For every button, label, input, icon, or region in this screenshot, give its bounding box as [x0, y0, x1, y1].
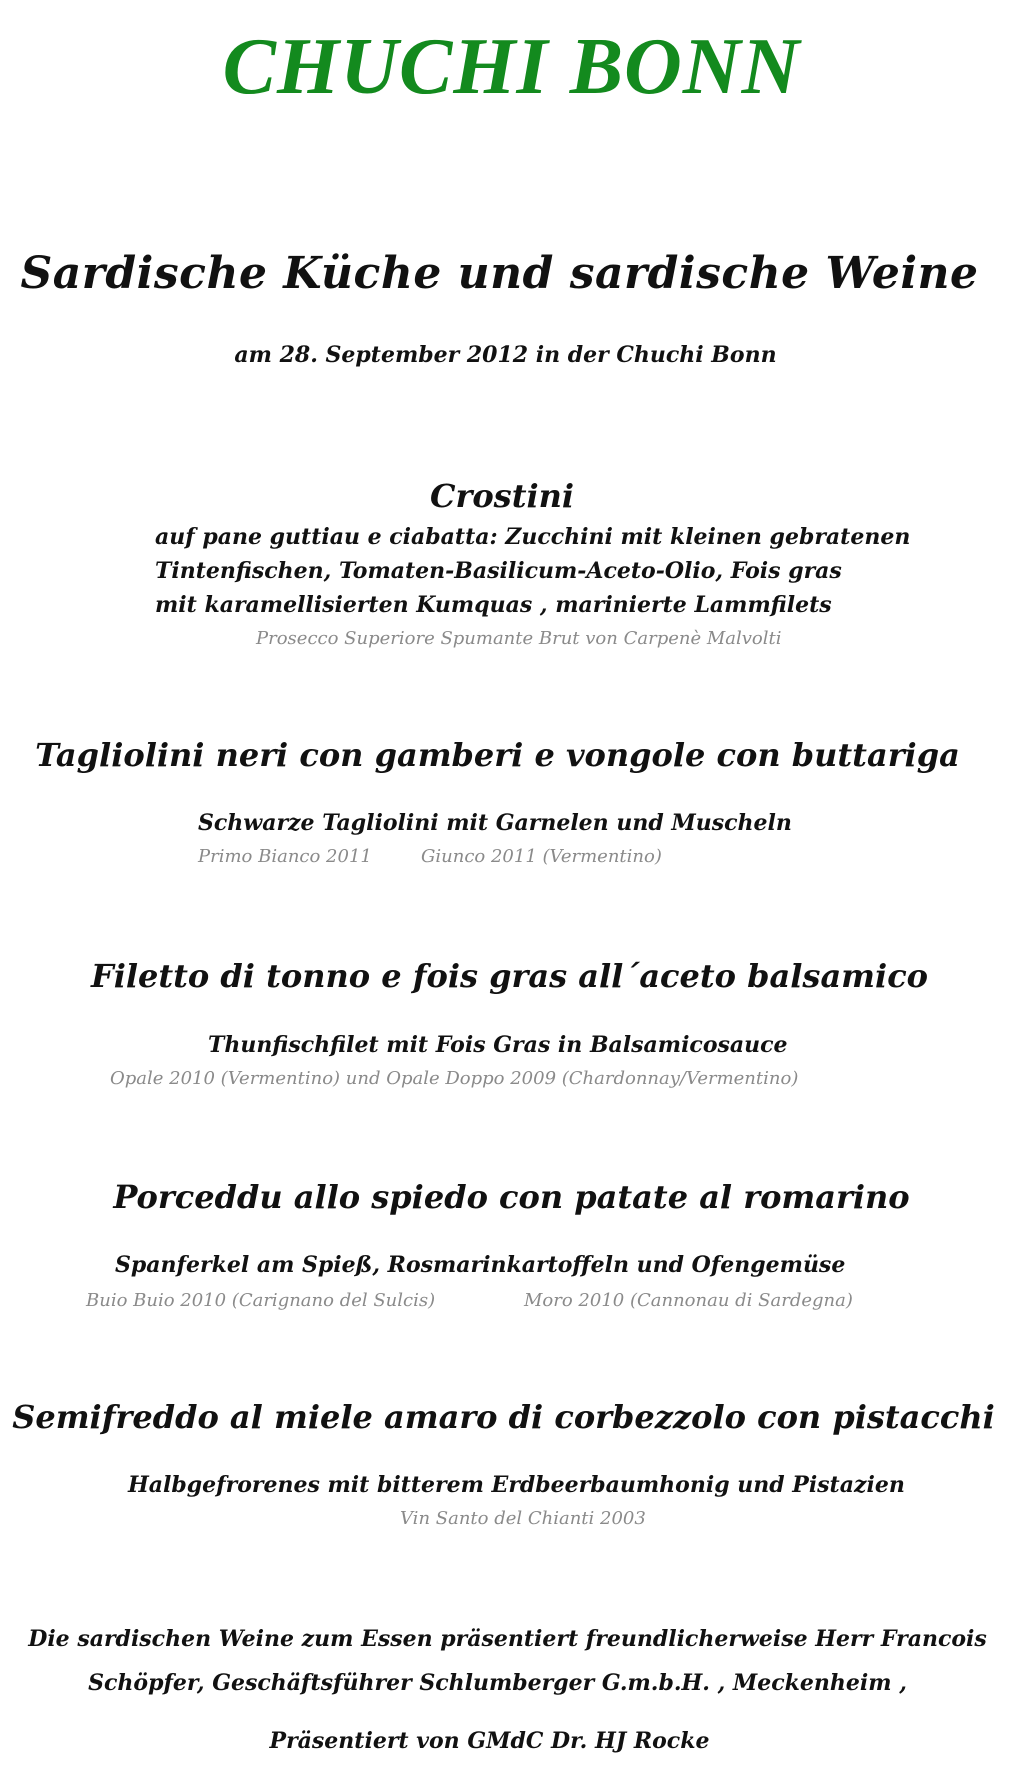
event-subtitle: am 28. September 2012 in der Chuchi Bonn [234, 342, 777, 368]
course-title: Semifreddo al miele amaro di corbezzolo con pistacchi [12, 1398, 995, 1436]
wine-pairing: Primo Bianco 2011 [198, 846, 372, 867]
course-description-line: Spanferkel am Spieß, Rosmarinkartoffeln und Ofengemüse [115, 1252, 846, 1278]
course-description-line: auf pane guttiau e ciabatta: Zucchini mit kleinen gebratenen [155, 524, 911, 550]
course-description-line: Thunfischfilet mit Fois Gras in Balsamicosauce [208, 1032, 788, 1058]
course-title: Filetto di tonno e fois gras all´aceto balsamico [90, 957, 929, 995]
restaurant-logo-title: CHUCHI BONN [222, 23, 801, 111]
course-description-line: Tintenfischen, Tomaten-Basilicum-Aceto-Olio, Fois gras [155, 558, 842, 584]
wine-pairing: Moro 2010 (Cannonau di Sardegna) [524, 1290, 853, 1311]
course-description-line: Halbgefrorenes mit bitterem Erdbeerbaumhonig und Pistazien [128, 1472, 905, 1498]
course-title: Tagliolini neri con gamberi e vongole con buttariga [35, 736, 960, 774]
course-title: Crostini [430, 477, 575, 515]
wine-pairing: Buio Buio 2010 (Carignano del Sulcis) [86, 1290, 436, 1311]
presenter-line: Präsentiert von GMdC Dr. HJ Rocke [269, 1728, 710, 1754]
wine-pairing: Prosecco Superiore Spumante Brut von Carpenè Malvolti [256, 628, 782, 649]
event-title: Sardische Küche und sardische Weine [20, 248, 979, 299]
wine-pairing: Giunco 2011 (Vermentino) [421, 846, 662, 867]
course-description-line: Schwarze Tagliolini mit Garnelen und Muscheln [198, 810, 792, 836]
wine-pairing: Vin Santo del Chianti 2003 [400, 1508, 646, 1529]
footer-line: Die sardischen Weine zum Essen präsentiert freundlicherweise Herr Francois [28, 1626, 987, 1652]
wine-pairing: Opale 2010 (Vermentino) und Opale Doppo 2009 (Chardonnay/Vermentino) [110, 1068, 799, 1089]
course-description-line: mit karamellisierten Kumquas , marinierte Lammfilets [155, 592, 832, 618]
course-title: Porceddu allo spiedo con patate al romarino [113, 1178, 910, 1216]
footer-line: Schöpfer, Geschäftsführer Schlumberger G.m.b.H. , Meckenheim , [88, 1670, 907, 1696]
